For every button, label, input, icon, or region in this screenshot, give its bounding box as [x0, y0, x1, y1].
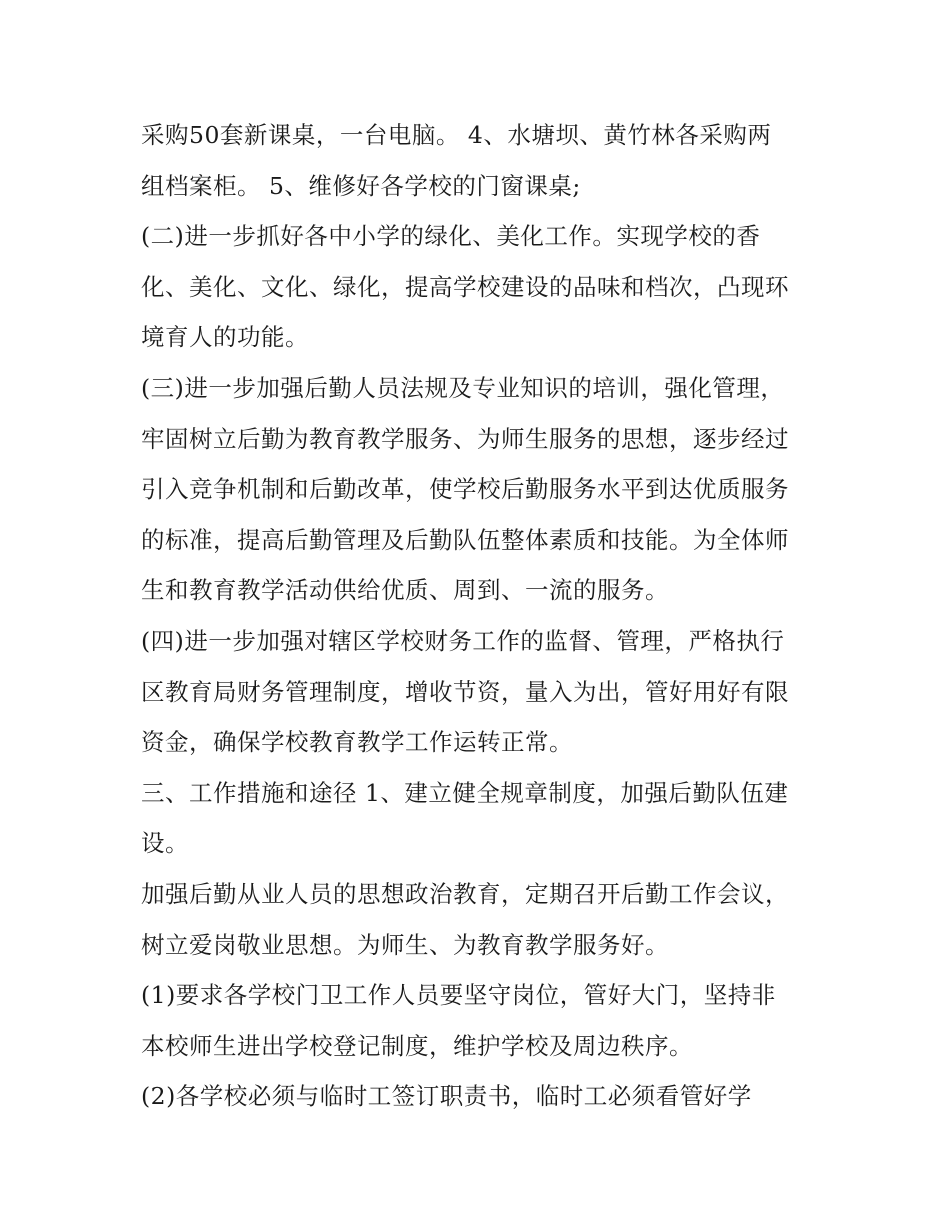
- text-line: (2)各学校必须与临时工签订职责书，临时工必须看管好学: [141, 1082, 752, 1111]
- text-line: 树立爱岗敬业思想。为师生、为教育教学服务好。: [141, 930, 669, 959]
- text-line: (二)进一步抓好各中小学的绿化、美化工作。实现学校的香: [141, 222, 761, 251]
- text-line: 的标准，提高后勤管理及后勤队伍整体素质和技能。为全体师: [141, 525, 789, 554]
- text-line: 组档案柜。 5、维修好各学校的门窗课桌;: [141, 171, 581, 200]
- text-line: 境育人的功能。: [141, 323, 309, 352]
- text-line: 本校师生进出学校登记制度，维护学校及周边秩序。: [141, 1031, 693, 1060]
- text-line: 引入竞争机制和后勤改革，使学校后勤服务水平到达优质服务: [141, 475, 789, 504]
- text-line: 化、美化、文化、绿化，提高学校建设的品味和档次，凸现环: [141, 272, 789, 301]
- text-line: 牢固树立后勤为教育教学服务、为师生服务的思想，逐步经过: [141, 424, 789, 453]
- text-line: 资金，确保学校教育教学工作运转正常。: [141, 728, 573, 757]
- text-line: 生和教育教学活动供给优质、周到、一流的服务。: [141, 576, 669, 605]
- text-line: 三、工作措施和途径 1、建立健全规章制度，加强后勤队伍建: [141, 778, 789, 807]
- text-line: 区教育局财务管理制度，增收节资，量入为出，管好用好有限: [141, 677, 789, 706]
- text-line: (四)进一步加强对辖区学校财务工作的监督、管理，严格执行: [141, 626, 785, 655]
- document-body: [141, 110, 831, 1122]
- text-line: (三)进一步加强后勤人员法规及专业知识的培训，强化管理，: [141, 373, 785, 402]
- text-line: 采购50套新课桌，一台电脑。 4、水塘坝、黄竹林各采购两: [141, 121, 772, 149]
- text-line: (1)要求各学校门卫工作人员要坚守岗位，管好大门，坚持非: [141, 981, 776, 1010]
- text-line: 设。: [141, 829, 189, 858]
- text-line: 加强后勤从业人员的思想政治教育，定期召开后勤工作会议，: [141, 879, 789, 908]
